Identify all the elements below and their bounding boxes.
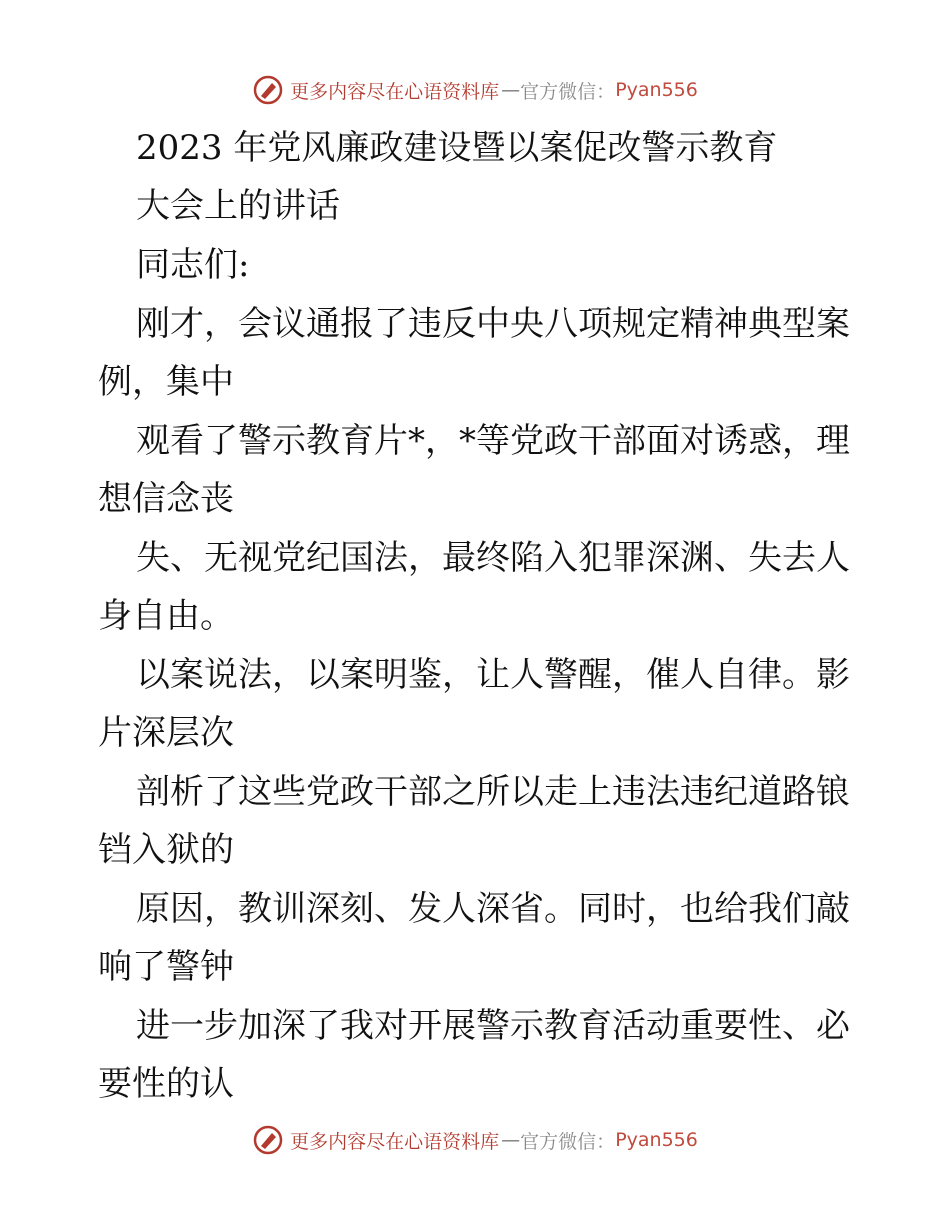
banner-wechat-label: 官方微信： [520,1130,616,1153]
banner-separator: — [501,79,519,101]
paragraph-2-line: 观看了警示教育片*，*等党政干部面对诱惑，理 [136,421,850,461]
banner-separator: — [501,1129,519,1151]
banner-wechat-id: Pyan556 [615,1129,698,1151]
banner-main-text: 更多内容尽在心语资料库 [290,80,500,103]
brand-logo-icon [252,74,284,106]
paragraph-4-continuation: 片深层次 [98,713,234,753]
paragraph-6-continuation: 响了警钟 [98,947,234,987]
footer-banner [0,1120,950,1160]
paragraph-5-continuation: 铛入狱的 [98,830,234,870]
paragraph-7-line: 进一步加深了我对开展警示教育活动重要性、必 [136,1006,850,1046]
salutation: 同志们: [136,245,250,285]
paragraph-7-continuation: 要性的认 [98,1064,234,1104]
header-banner [0,70,950,110]
brand-logo-icon [252,1124,284,1156]
document-title-line-2: 大会上的讲话 [136,186,340,226]
paragraph-2-continuation: 想信念丧 [98,479,234,519]
paragraph-3-continuation: 身自由。 [98,596,234,636]
paragraph-1-line: 刚才，会议通报了违反中央八项规定精神典型案 [136,304,850,344]
banner-wechat-label: 官方微信： [520,80,616,103]
banner-main-text: 更多内容尽在心语资料库 [290,1130,500,1153]
paragraph-1-continuation: 例，集中 [98,362,234,402]
paragraph-3-line: 失、无视党纪国法，最终陷入犯罪深渊、失去人 [136,538,850,578]
paragraph-6-line: 原因，教训深刻、发人深省。同时，也给我们敲 [136,889,850,929]
document-title-line-1: 2023 年党风廉政建设暨以案促改警示教育 [136,128,778,168]
paragraph-4-line: 以案说法，以案明鉴，让人警醒，催人自律。影 [136,655,850,695]
paragraph-5-line: 剖析了这些党政干部之所以走上违法违纪道路锒 [136,772,850,812]
banner-wechat-id: Pyan556 [615,79,698,101]
